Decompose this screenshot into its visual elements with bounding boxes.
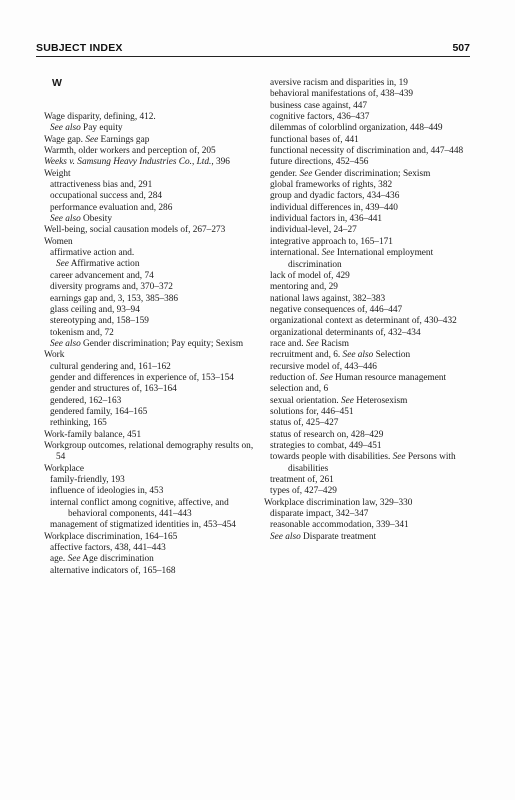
entry-text: rethinking, 165 <box>50 418 107 429</box>
entry-text: Obesity <box>80 214 112 225</box>
case-title: Weeks v. Samsung Heavy Industries Co., Ltd. <box>44 157 212 168</box>
entry-text: attractiveness bias and, 291 <box>50 180 153 191</box>
entry-text: alternative indicators of, 165–168 <box>50 565 176 576</box>
see-reference: See <box>56 259 69 270</box>
index-subentry <box>264 486 476 497</box>
entry-text: Workgroup outcomes, relational demography results on, 54 <box>44 440 254 463</box>
index-subentry <box>264 248 476 271</box>
index-subentry <box>44 475 258 486</box>
entry-text: aversive racism and disparities in, 19 <box>270 78 408 88</box>
section-letter: W <box>52 77 62 89</box>
entry-text: age. <box>50 554 68 565</box>
index-subentry <box>264 532 476 543</box>
index-entry <box>44 350 258 361</box>
entry-text: towards people with disabilities. <box>270 452 393 463</box>
index-subentry <box>264 146 476 157</box>
entry-text: stereotyping and, 158–159 <box>50 316 149 327</box>
index-subentry <box>264 407 476 418</box>
entry-text: future directions, 452–456 <box>270 157 369 168</box>
running-head-title: SUBJECT INDEX <box>36 42 123 54</box>
index-subentry <box>264 203 476 214</box>
entry-text: affective factors, 438, 441–443 <box>50 543 166 554</box>
entry-text: organizational context as determinant of, 430–432 <box>270 316 457 327</box>
index-subentry <box>44 373 258 384</box>
entry-text: organizational determinants of, 432–434 <box>270 327 421 338</box>
index-subentry <box>44 316 258 327</box>
index-subentry <box>44 248 258 259</box>
entry-text: cognitive factors, 436–437 <box>270 112 370 123</box>
entry-text: affirmative action and. <box>50 248 135 259</box>
entry-text: status of research on, 428–429 <box>270 429 384 440</box>
index-entry <box>44 169 258 180</box>
index-subentry <box>264 316 476 327</box>
entry-text: individual differences in, 439–440 <box>270 202 398 213</box>
index-subentry <box>44 271 258 282</box>
entry-text: negative consequences of, 446–447 <box>270 304 403 315</box>
entry-text: Racism <box>318 338 349 349</box>
see-reference: See <box>299 168 313 179</box>
index-subentry <box>264 520 476 531</box>
index-subentry <box>264 169 476 180</box>
index-subentry <box>44 498 258 521</box>
entry-text: Wage disparity, defining, 412. <box>44 112 156 122</box>
entry-text: Weight <box>44 168 71 179</box>
index-subentry <box>44 259 258 270</box>
index-entry <box>44 135 258 146</box>
entry-text: gender and structures of, 163–164 <box>50 384 177 395</box>
index-column-right <box>264 78 476 543</box>
index-subentry <box>44 407 258 418</box>
entry-text: Workplace discrimination, 164–165 <box>44 531 178 542</box>
index-subentry <box>264 78 476 89</box>
index-subentry <box>264 339 476 350</box>
see-reference: See also <box>50 214 81 225</box>
index-subentry <box>44 294 258 305</box>
entry-text: global frameworks of rights, 382 <box>270 180 393 191</box>
index-subentry <box>264 180 476 191</box>
index-subentry <box>264 509 476 520</box>
entry-text: Human resource management <box>332 372 447 383</box>
entry-text: family-friendly, 193 <box>50 475 125 485</box>
index-subentry <box>264 384 476 395</box>
index-subentry <box>44 191 258 202</box>
index-subentry <box>44 486 258 497</box>
entry-text: gender and differences in experience of, 153–154 <box>50 372 234 383</box>
entry-text: race and. <box>270 338 306 349</box>
see-reference: See also <box>270 531 301 542</box>
entry-text: career advancement and, 74 <box>50 270 154 281</box>
entry-text: recursive model of, 443–446 <box>270 361 377 372</box>
index-subentry <box>264 362 476 373</box>
entry-text: internal conflict among cognitive, affective, and behavioral components, 441–443 <box>50 497 229 520</box>
index-subentry <box>44 214 258 225</box>
index-subentry <box>44 282 258 293</box>
index-subentry <box>264 475 476 486</box>
index-subentry <box>264 350 476 361</box>
entry-text: cultural gendering and, 161–162 <box>50 361 171 372</box>
entry-text: individual-level, 24–27 <box>270 225 357 236</box>
index-subentry <box>264 430 476 441</box>
index-subentry <box>264 328 476 339</box>
index-subentry <box>44 418 258 429</box>
index-subentry <box>264 157 476 168</box>
entry-text: treatment of, 261 <box>270 475 334 486</box>
index-entry <box>44 112 258 123</box>
index-entry <box>264 498 476 509</box>
entry-text: Workplace discrimination law, 329–330 <box>264 497 413 508</box>
index-subentry <box>44 180 258 191</box>
index-subentry <box>264 271 476 282</box>
entry-text: Heterosexism <box>353 395 408 406</box>
see-reference: See also <box>50 338 81 349</box>
entry-text: Earnings gap <box>98 134 150 145</box>
index-subentry <box>264 396 476 407</box>
index-subentry <box>264 305 476 316</box>
see-reference: See <box>319 372 333 383</box>
index-entry <box>44 430 258 441</box>
index-subentry <box>44 520 258 531</box>
see-reference: See <box>305 338 319 349</box>
entry-text: functional necessity of discrimination and, 447–448 <box>270 146 464 157</box>
index-entry <box>44 441 258 464</box>
entry-text: International employment discrimination <box>288 248 434 270</box>
index-entry <box>44 237 258 248</box>
see-reference: See <box>67 554 81 565</box>
index-subentry <box>44 305 258 316</box>
entry-text: occupational success and, 284 <box>50 191 163 202</box>
see-reference: See also <box>342 350 374 361</box>
entry-text: strategies to combat, 449–451 <box>270 441 382 451</box>
index-entry <box>44 225 258 236</box>
entry-text: glass ceiling and, 93–94 <box>50 304 140 315</box>
entry-text: , 396 <box>211 157 230 168</box>
index-subentry <box>264 282 476 293</box>
index-subentry <box>44 339 258 350</box>
entry-text: disparate impact, 342–347 <box>270 509 369 520</box>
entry-text: selection and, 6 <box>270 384 329 395</box>
entry-text: behavioral manifestations of, 438–439 <box>270 89 414 100</box>
entry-text: Well-being, social causation models of, 267–273 <box>44 225 226 236</box>
index-subentry <box>264 418 476 429</box>
index-subentry <box>44 384 258 395</box>
entry-text: dilemmas of colorblind organization, 448–449 <box>270 123 443 134</box>
entry-text: influence of ideologies in, 453 <box>50 486 164 497</box>
index-subentry <box>264 452 476 475</box>
entry-text: reasonable accommodation, 339–341 <box>270 520 409 531</box>
entry-text: Affirmative action <box>68 259 140 270</box>
index-subentry <box>44 203 258 214</box>
page-number: 507 <box>452 42 470 54</box>
see-reference: See <box>341 395 354 406</box>
index-subentry <box>44 543 258 554</box>
entry-text: Gender discrimination; Pay equity; Sexism <box>80 338 244 349</box>
entry-text: Workplace <box>44 463 85 474</box>
entry-text: gendered family, 164–165 <box>50 406 148 417</box>
index-subentry <box>264 441 476 452</box>
see-reference: See also <box>50 123 81 134</box>
entry-text: Age discrimination <box>80 554 154 565</box>
entry-text: Disparate treatment <box>300 531 377 542</box>
index-subentry <box>264 294 476 305</box>
entry-text: integrative approach to, 165–171 <box>270 236 393 247</box>
index-subentry <box>264 191 476 202</box>
index-subentry <box>264 123 476 134</box>
entry-text: Gender discrimination; Sexism <box>312 168 431 179</box>
index-entry <box>44 464 258 475</box>
entry-text: earnings gap and, 3, 153, 385–386 <box>50 293 179 304</box>
entry-text: management of stigmatized identities in, 453–454 <box>50 520 236 531</box>
index-subentry <box>264 373 476 384</box>
index-subentry <box>44 554 258 565</box>
entry-text: mentoring and, 29 <box>270 282 338 293</box>
entry-text: national laws against, 382–383 <box>270 293 386 304</box>
see-reference: See <box>321 248 335 259</box>
entry-text: Selection <box>373 350 411 361</box>
index-subentry <box>264 135 476 146</box>
index-subentry <box>44 328 258 339</box>
entry-text: Persons with disabilities <box>288 452 456 474</box>
entry-text: Women <box>44 236 73 247</box>
entry-text: Work <box>44 350 65 361</box>
entry-text: Work-family balance, 451 <box>44 429 142 440</box>
entry-text: types of, 427–429 <box>270 486 337 497</box>
entry-text: gendered, 162–163 <box>50 395 122 406</box>
index-subentry <box>264 237 476 248</box>
entry-text: group and dyadic factors, 434–436 <box>270 191 400 202</box>
entry-text: performance evaluation and, 286 <box>50 202 173 213</box>
see-reference: See <box>85 134 99 145</box>
entry-text: reduction of. <box>270 372 320 383</box>
index-entry <box>44 532 258 543</box>
index-subentry <box>264 89 476 100</box>
index-subentry <box>44 362 258 373</box>
entry-text: status of, 425–427 <box>270 418 339 429</box>
index-entry <box>44 157 258 168</box>
index-subentry <box>264 101 476 112</box>
entry-text: functional bases of, 441 <box>270 134 359 145</box>
entry-text: Wage gap. <box>44 134 86 145</box>
entry-text: recruitment and, 6. <box>270 350 343 361</box>
entry-text: sexual orientation. <box>270 395 341 406</box>
see-reference: See <box>392 452 406 463</box>
index-subentry <box>264 112 476 123</box>
index-column-left <box>44 78 258 577</box>
entry-text: international. <box>270 248 322 259</box>
running-head <box>36 40 470 57</box>
entry-text: business case against, 447 <box>270 100 368 111</box>
entry-text: diversity programs and, 370–372 <box>50 282 173 293</box>
entry-text: lack of model of, 429 <box>270 270 350 281</box>
entry-text: Pay equity <box>80 123 123 134</box>
index-subentry <box>264 225 476 236</box>
index-subentry <box>44 123 258 134</box>
entry-text: gender. <box>270 168 300 179</box>
entry-text: tokenism and, 72 <box>50 327 114 338</box>
index-subentry <box>44 396 258 407</box>
index-entry <box>44 146 258 157</box>
entry-text: individual factors in, 436–441 <box>270 214 383 225</box>
index-subentry <box>264 214 476 225</box>
index-subentry <box>44 566 258 577</box>
entry-text: solutions for, 446–451 <box>270 406 354 417</box>
entry-text: Warmth, older workers and perception of, 205 <box>44 146 216 157</box>
